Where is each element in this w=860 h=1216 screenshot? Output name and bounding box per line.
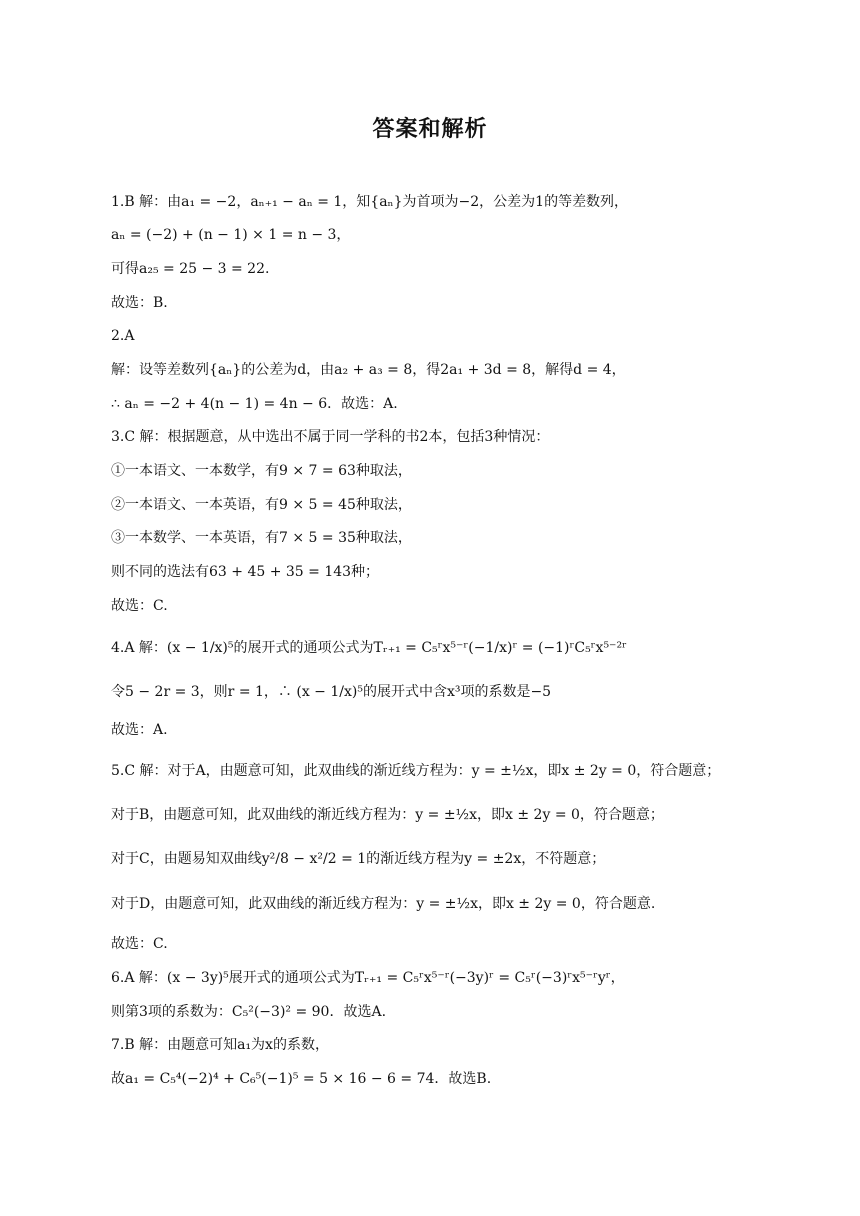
answer-5-line-4: 对于D，由题意可知，此双曲线的渐近线方程为：y = ±½x，即x ± 2y = 0，符合题意. xyxy=(111,896,656,912)
answer-6-line-2: 则第3项的系数为：C₅²(−3)² = 90．故选A. xyxy=(111,1004,387,1020)
answer-7-line-1: 7.B 解：由题意可知a₁为x的系数， xyxy=(111,1037,329,1053)
answer-4-line-3: 故选：A. xyxy=(111,722,168,738)
answer-5-line-5: 故选：C. xyxy=(111,936,168,952)
answer-1-line-4: 故选：B. xyxy=(111,295,168,311)
answer-5-line-3: 对于C，由题易知双曲线y²/8 − x²/2 = 1的渐近线方程为y = ±2x，不符题意； xyxy=(111,851,606,867)
answer-3-line-3: ②一本语文、一本英语，有9 × 5 = 45种取法， xyxy=(111,497,412,513)
answer-1-line-2: aₙ = (−2) + (n − 1) × 1 = n − 3， xyxy=(111,227,351,243)
page-title: 答案和解析 xyxy=(372,117,488,142)
answer-1-line-3: 可得a₂₅ = 25 − 3 = 22. xyxy=(111,261,270,277)
answer-4-line-2: 令5 − 2r = 3，则r = 1，∴ (x − 1/x)⁵的展开式中含x³项的系数是−5 xyxy=(111,684,552,700)
answer-4-line-1: 4.A 解：(x − 1/x)⁵的展开式的通项公式为Tᵣ₊₁ = C₅ʳx⁵⁻ʳ(−1/x)ʳ = (−1)ʳC₅ʳx⁵⁻²ʳ xyxy=(111,640,627,656)
answer-3-line-6: 故选：C. xyxy=(111,598,168,614)
answer-2-line-3: ∴ aₙ = −2 + 4(n − 1) = 4n − 6．故选：A. xyxy=(111,396,398,412)
answer-7-line-2: 故a₁ = C₅⁴(−2)⁴ + C₆⁵(−1)⁵ = 5 × 16 − 6 = 74．故选B. xyxy=(111,1071,492,1087)
answer-5-line-1: 5.C 解：对于A，由题意可知，此双曲线的渐近线方程为：y = ±½x，即x ± 2y = 0，符合题意； xyxy=(111,763,721,779)
answer-5-line-2: 对于B，由题意可知，此双曲线的渐近线方程为：y = ±½x，即x ± 2y = 0，符合题意； xyxy=(111,807,664,823)
answer-3-line-5: 则不同的选法有63 + 45 + 35 = 143种； xyxy=(111,564,380,580)
answer-6-line-1: 6.A 解：(x − 3y)⁵展开式的通项公式为Tᵣ₊₁ = C₅ʳx⁵⁻ʳ(−3y)ʳ = C₅ʳ(−3)ʳx⁵⁻ʳyʳ， xyxy=(111,970,625,986)
answer-3-line-4: ③一本数学、一本英语，有7 × 5 = 35种取法， xyxy=(111,530,412,546)
answer-2-line-1: 2.A xyxy=(111,328,135,344)
answer-3-line-2: ①一本语文、一本数学，有9 × 7 = 63种取法， xyxy=(111,463,412,479)
answer-2-line-2: 解：设等差数列{aₙ}的公差为d，由a₂ + a₃ = 8，得2a₁ + 3d = 8，解得d = 4， xyxy=(111,362,626,378)
answer-1-line-1: 1.B 解：由a₁ = −2，aₙ₊₁ − aₙ = 1，知{aₙ}为首项为−2，公差为1的等差数列， xyxy=(111,194,629,210)
answer-3-line-1: 3.C 解：根据题意，从中选出不属于同一学科的书2本，包括3种情况： xyxy=(111,429,550,445)
